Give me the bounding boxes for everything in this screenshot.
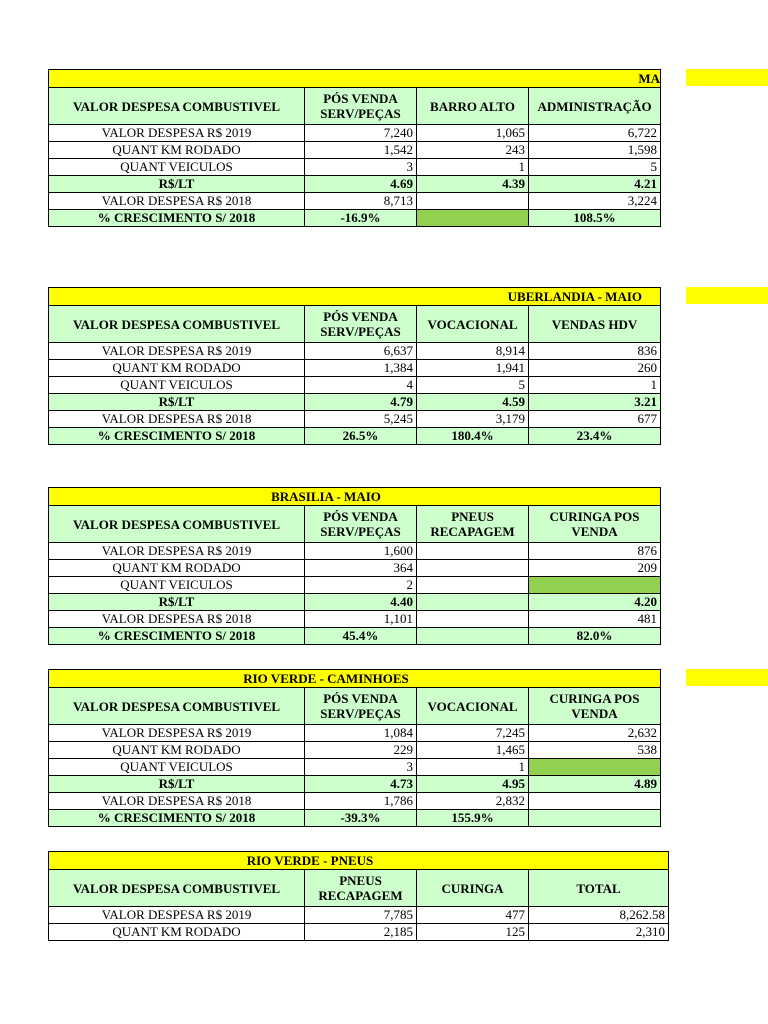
cell: 836 xyxy=(529,343,661,360)
cell xyxy=(529,810,661,827)
cell: 82.0% xyxy=(529,628,661,645)
cell: -39.3% xyxy=(305,810,417,827)
row-label: VALOR DESPESA R$ 2018 xyxy=(49,793,305,810)
table-rio-verde-caminhoes xyxy=(48,669,661,827)
cell: 6,722 xyxy=(529,125,661,142)
cell: 2,185 xyxy=(305,924,417,941)
highlight-cell xyxy=(529,577,661,594)
column-header: CURINGA POS VENDA xyxy=(529,688,661,725)
row-label: QUANT VEICULOS xyxy=(49,577,305,594)
column-header: VOCACIONAL xyxy=(417,306,529,343)
row-label: VALOR DESPESA R$ 2018 xyxy=(49,411,305,428)
row-label: QUANT KM RODADO xyxy=(49,560,305,577)
cell: 108.5% xyxy=(529,210,661,227)
cell: 4.21 xyxy=(529,176,661,193)
title-overflow-band xyxy=(686,287,768,304)
cell xyxy=(417,628,529,645)
title-overflow-band xyxy=(686,669,768,686)
table-brasilia xyxy=(48,487,661,645)
table-uberlandia xyxy=(48,287,661,445)
row-label: % CRESCIMENTO S/ 2018 xyxy=(49,810,305,827)
cell: 5,245 xyxy=(305,411,417,428)
cell: 4.40 xyxy=(305,594,417,611)
column-header: VOCACIONAL xyxy=(417,688,529,725)
table-rio-verde-pneus xyxy=(48,851,669,941)
column-header: BARRO ALTO xyxy=(417,88,529,125)
cell: 3,179 xyxy=(417,411,529,428)
cell: 1 xyxy=(417,159,529,176)
cell xyxy=(529,793,661,810)
row-label: VALOR DESPESA R$ 2019 xyxy=(49,725,305,742)
cell: 876 xyxy=(529,543,661,560)
cell: 4.39 xyxy=(417,176,529,193)
cell: 4.69 xyxy=(305,176,417,193)
column-header: PNEUS RECAPAGEM xyxy=(417,506,529,543)
cell: 2,832 xyxy=(417,793,529,810)
cell: 481 xyxy=(529,611,661,628)
cell: 364 xyxy=(305,560,417,577)
highlight-cell xyxy=(529,759,661,776)
row-label: VALOR DESPESA R$ 2019 xyxy=(49,907,305,924)
table-title: MA xyxy=(49,70,661,88)
row-label: R$/LT xyxy=(49,594,305,611)
column-header: TOTAL xyxy=(529,870,669,907)
row-label: % CRESCIMENTO S/ 2018 xyxy=(49,210,305,227)
cell: 1,465 xyxy=(417,742,529,759)
cell: 2,310 xyxy=(529,924,669,941)
row-label: QUANT KM RODADO xyxy=(49,360,305,377)
cell: 45.4% xyxy=(305,628,417,645)
cell xyxy=(417,577,529,594)
highlight-cell xyxy=(417,210,529,227)
row-label: % CRESCIMENTO S/ 2018 xyxy=(49,428,305,445)
column-header: PÓS VENDA SERV/PEÇAS xyxy=(305,88,417,125)
cell: 243 xyxy=(417,142,529,159)
cell: 1,384 xyxy=(305,360,417,377)
cell: 4 xyxy=(305,377,417,394)
cell: 1,600 xyxy=(305,543,417,560)
table-ma xyxy=(48,69,661,227)
column-header: PNEUS RECAPAGEM xyxy=(305,870,417,907)
cell: 125 xyxy=(417,924,529,941)
cell: 4.95 xyxy=(417,776,529,793)
table-title: RIO VERDE - PNEUS xyxy=(49,852,669,870)
cell: 477 xyxy=(417,907,529,924)
cell: 1 xyxy=(529,377,661,394)
cell: 677 xyxy=(529,411,661,428)
row-label: QUANT VEICULOS xyxy=(49,159,305,176)
row-label: QUANT VEICULOS xyxy=(49,377,305,394)
cell xyxy=(417,594,529,611)
cell: 2 xyxy=(305,577,417,594)
cell: 6,637 xyxy=(305,343,417,360)
cell: 8,914 xyxy=(417,343,529,360)
cell: 7,785 xyxy=(305,907,417,924)
row-label: QUANT KM RODADO xyxy=(49,924,305,941)
row-label: VALOR DESPESA R$ 2019 xyxy=(49,343,305,360)
cell: 180.4% xyxy=(417,428,529,445)
cell: 1,542 xyxy=(305,142,417,159)
cell: 229 xyxy=(305,742,417,759)
column-header: PÓS VENDA SERV/PEÇAS xyxy=(305,306,417,343)
row-label: VALOR DESPESA R$ 2018 xyxy=(49,611,305,628)
cell: 4.59 xyxy=(417,394,529,411)
row-label: % CRESCIMENTO S/ 2018 xyxy=(49,628,305,645)
cell: 23.4% xyxy=(529,428,661,445)
table-title: RIO VERDE - CAMINHOES xyxy=(49,670,661,688)
cell: 4.79 xyxy=(305,394,417,411)
column-header: CURINGA xyxy=(417,870,529,907)
cell: 260 xyxy=(529,360,661,377)
cell: 5 xyxy=(529,159,661,176)
column-header: PÓS VENDA SERV/PEÇAS xyxy=(305,688,417,725)
header-label: VALOR DESPESA COMBUSTIVEL xyxy=(49,506,305,543)
column-header: VENDAS HDV xyxy=(529,306,661,343)
cell: 5 xyxy=(417,377,529,394)
cell: 8,262.58 xyxy=(529,907,669,924)
cell: 1,598 xyxy=(529,142,661,159)
cell: 1,941 xyxy=(417,360,529,377)
row-label: R$/LT xyxy=(49,176,305,193)
table-title: UBERLANDIA - MAIO xyxy=(49,288,661,306)
cell: 2,632 xyxy=(529,725,661,742)
cell: 1 xyxy=(417,759,529,776)
row-label: VALOR DESPESA R$ 2019 xyxy=(49,543,305,560)
cell: 4.73 xyxy=(305,776,417,793)
column-header: ADMINISTRAÇÃO xyxy=(529,88,661,125)
row-label: QUANT KM RODADO xyxy=(49,742,305,759)
cell: 3.21 xyxy=(529,394,661,411)
cell xyxy=(417,543,529,560)
cell: 3 xyxy=(305,159,417,176)
cell: 1,786 xyxy=(305,793,417,810)
column-header: PÓS VENDA SERV/PEÇAS xyxy=(305,506,417,543)
cell: 155.9% xyxy=(417,810,529,827)
cell: 1,101 xyxy=(305,611,417,628)
cell xyxy=(417,193,529,210)
cell: 3 xyxy=(305,759,417,776)
cell: 4.20 xyxy=(529,594,661,611)
header-label: VALOR DESPESA COMBUSTIVEL xyxy=(49,688,305,725)
row-label: QUANT KM RODADO xyxy=(49,142,305,159)
cell: 209 xyxy=(529,560,661,577)
cell: 3,224 xyxy=(529,193,661,210)
row-label: R$/LT xyxy=(49,776,305,793)
row-label: VALOR DESPESA R$ 2018 xyxy=(49,193,305,210)
row-label: R$/LT xyxy=(49,394,305,411)
header-label: VALOR DESPESA COMBUSTIVEL xyxy=(49,870,305,907)
cell xyxy=(417,611,529,628)
cell xyxy=(417,560,529,577)
cell: 4.89 xyxy=(529,776,661,793)
table-title: BRASILIA - MAIO xyxy=(49,488,661,506)
cell: 7,240 xyxy=(305,125,417,142)
title-overflow-band xyxy=(686,69,768,86)
row-label: VALOR DESPESA R$ 2019 xyxy=(49,125,305,142)
cell: 26.5% xyxy=(305,428,417,445)
column-header: CURINGA POS VENDA xyxy=(529,506,661,543)
cell: 7,245 xyxy=(417,725,529,742)
cell: 1,065 xyxy=(417,125,529,142)
header-label: VALOR DESPESA COMBUSTIVEL xyxy=(49,306,305,343)
row-label: QUANT VEICULOS xyxy=(49,759,305,776)
cell: 8,713 xyxy=(305,193,417,210)
cell: 1,084 xyxy=(305,725,417,742)
cell: -16.9% xyxy=(305,210,417,227)
cell: 538 xyxy=(529,742,661,759)
header-label: VALOR DESPESA COMBUSTIVEL xyxy=(49,88,305,125)
